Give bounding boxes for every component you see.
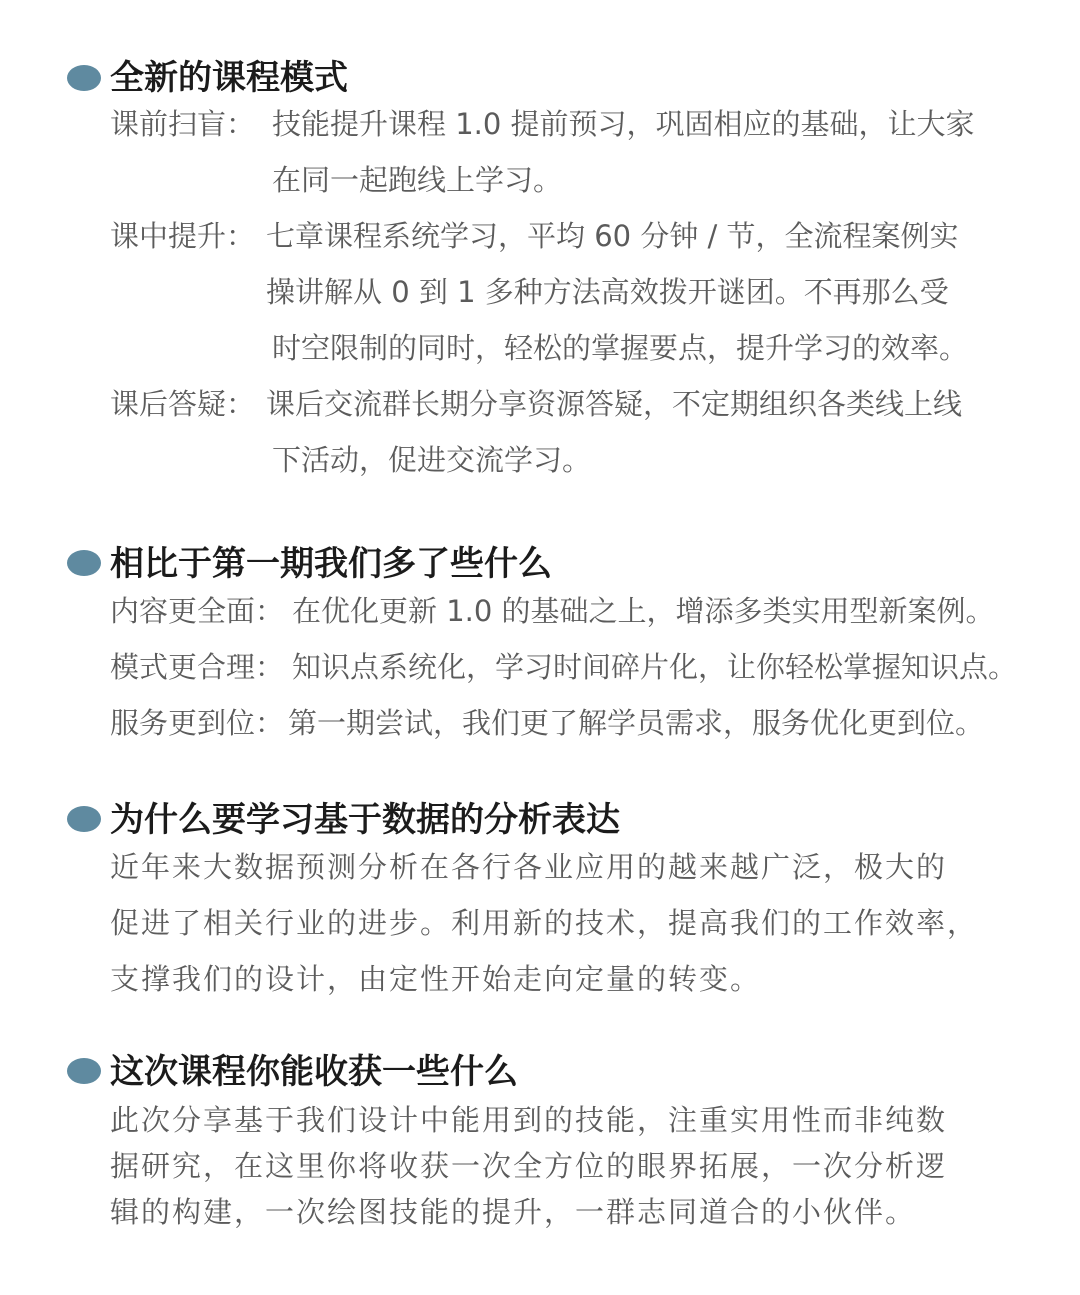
s1-item-1-line-1: 技能提升课程 1.0 提前预习，巩固相应的基础，让大家 [272,107,975,141]
s4-line-1: 此次分享基于我们设计中能用到的技能，注重实用性而非纯数 [110,1103,948,1137]
s2-item-1-text: 在优化更新 1.0 的基础之上，增添多类实用型新案例。 [292,594,995,628]
s1-item-2-line-3: 时空限制的同时，轻松的掌握要点，提升学习的效率。 [272,331,969,365]
section-1-bullet-icon [67,65,101,91]
section-2-bullet-icon [67,550,101,576]
s1-item-3-line-1: 课后交流群长期分享资源答疑，不定期组织各类线上线 [266,387,963,421]
s1-item-2-line-2: 操讲解从 0 到 1 多种方法高效拨开谜团。不再那么受 [266,275,949,309]
section-2-heading: 相比于第一期我们多了些什么 [110,544,552,584]
s4-line-3: 辑的构建，一次绘图技能的提升，一群志同道合的小伙伴。 [110,1195,917,1229]
s4-line-2: 据研究，在这里你将收获一次全方位的眼界拓展，一次分析逻 [110,1149,948,1183]
s1-item-3-label: 课后答疑： [110,387,256,421]
s1-item-2-line-1: 七章课程系统学习，平均 60 分钟 / 节，全流程案例实 [266,219,959,253]
s3-line-1: 近年来大数据预测分析在各行各业应用的越来越广泛，极大的 [110,850,948,884]
s2-item-1-label: 内容更全面： [110,594,285,628]
section-3-heading: 为什么要学习基于数据的分析表达 [110,800,620,840]
s3-line-2: 促进了相关行业的进步。利用新的技术，提高我们的工作效率， [110,906,979,940]
section-4-bullet-icon [67,1058,101,1084]
section-4-heading: 这次课程你能收获一些什么 [110,1052,518,1092]
s2-item-2-label: 模式更合理： [110,650,285,684]
s1-item-2-label: 课中提升： [110,219,256,253]
s1-item-1-line-2: 在同一起跑线上学习。 [272,163,563,197]
s2-item-2-text: 知识点系统化，学习时间碎片化，让你轻松掌握知识点。 [292,650,1018,684]
s1-item-1-label: 课前扫盲： [110,107,256,141]
s2-item-3-text: 第一期尝试，我们更了解学员需求，服务优化更到位。 [288,706,985,740]
section-3-bullet-icon [67,806,101,832]
s2-item-3-label: 服务更到位： [110,706,285,740]
section-1-heading: 全新的课程模式 [110,58,348,98]
s3-line-3: 支撑我们的设计，由定性开始走向定量的转变。 [110,962,762,996]
s1-item-3-line-2: 下活动，促进交流学习。 [272,443,592,477]
